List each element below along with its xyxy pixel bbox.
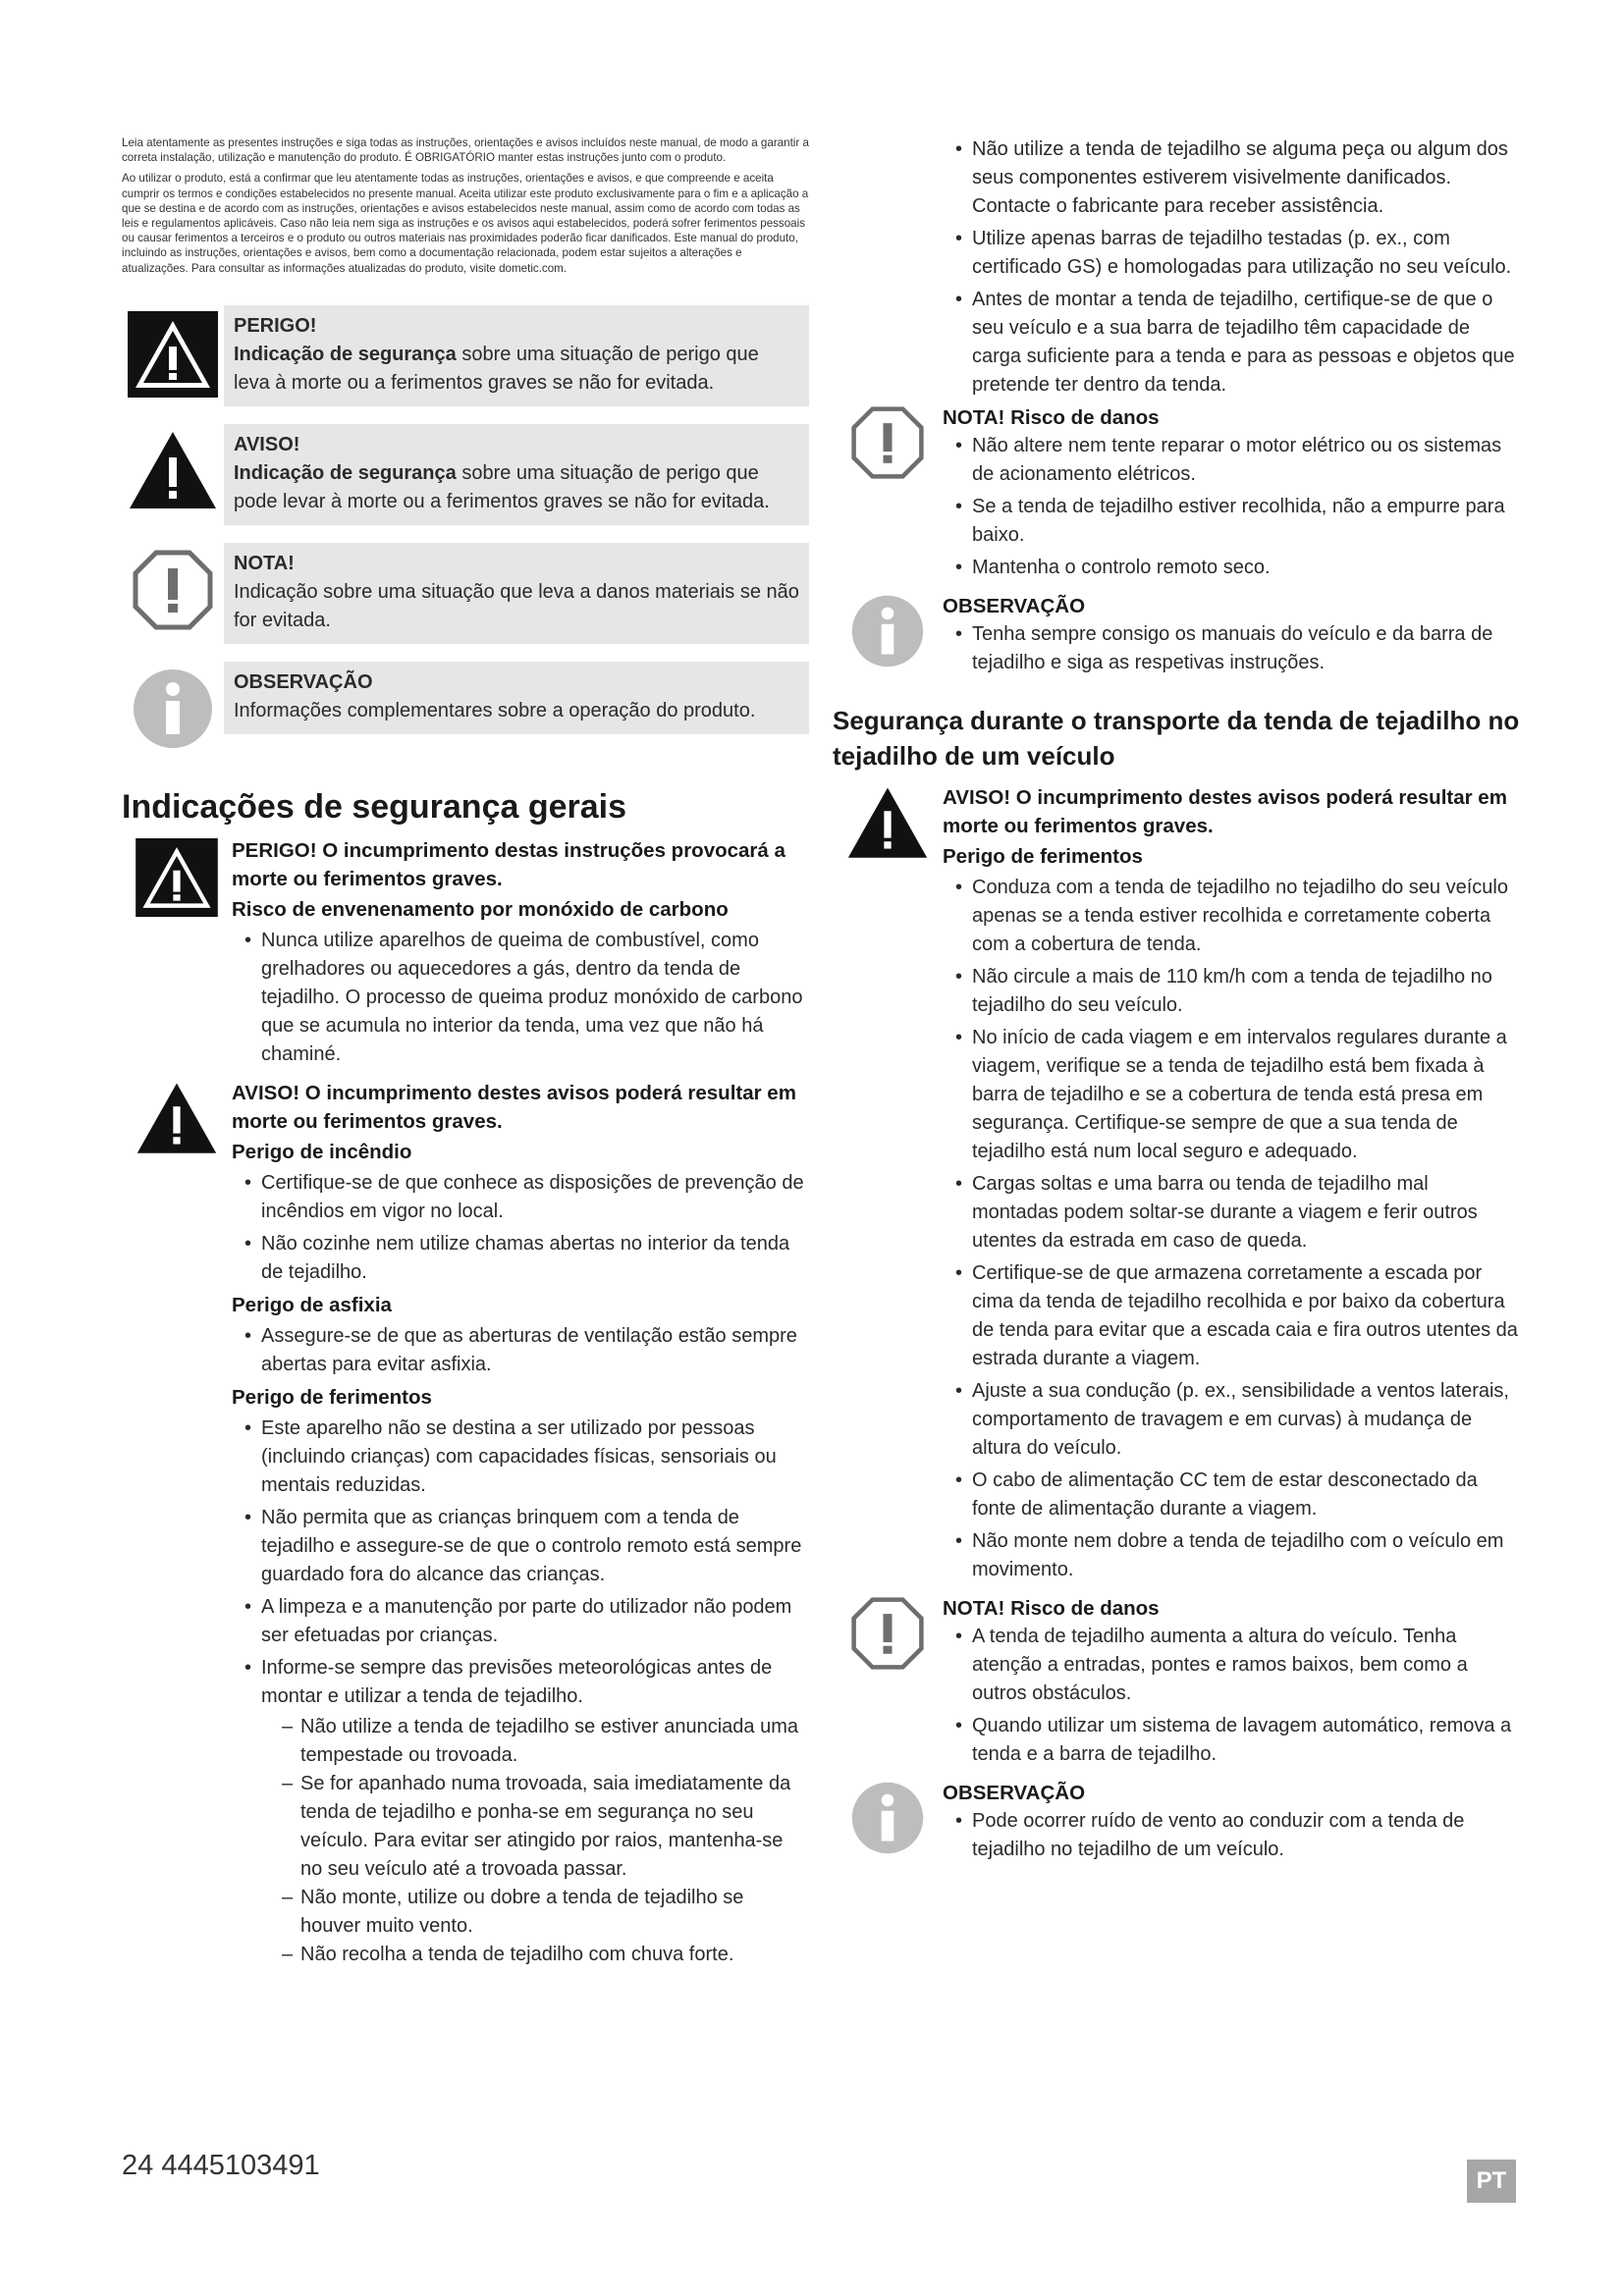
weather-sublist	[261, 1713, 809, 1969]
general-safety-heading: Indicações de segurança gerais	[122, 787, 627, 826]
transport-warning-list	[943, 874, 1520, 1584]
transport-safety-heading: Segurança durante o transporte da tenda de tejadilho no tejadilho de um veículo	[833, 706, 1520, 771]
list-item: • Ajuste a sua condução (p. ex., sensibilidade a ventos laterais, comportamento de travagem e em curvas) à mudança de altura do veículo.	[943, 1377, 1520, 1463]
list-item: • Não monte nem dobre a tenda de tejadilho com o veículo em movimento.	[943, 1527, 1520, 1584]
list-item: • Certifique-se de que armazena corretamente a escada por cima da tenda de tejadilho recolhida e por baixo da cobertura de tenda para evitar que a escada caia e fira outros utentes da estrada durante a viagem.	[943, 1259, 1520, 1373]
general-warning-continued-list	[943, 135, 1520, 400]
general-warning-head: AVISO! O incumprimento destes avisos poderá resultar em morte ou ferimentos graves.	[232, 1081, 796, 1133]
asphyxia-hazard-title: Perigo de asfixia	[232, 1293, 392, 1316]
list-item: • Tenha sempre consigo os manuais do veículo e da barra de tejadilho e siga as respetivas instruções.	[943, 620, 1520, 677]
transport-warning-block	[833, 783, 1520, 1588]
legend-warning-text: Indicação de segurança sobre uma situação de perigo que pode levar à morte ou a ferimentos graves se não for evitada.	[234, 461, 770, 512]
fire-hazard-list	[232, 1169, 809, 1287]
legend-danger-box	[224, 305, 809, 406]
legend-notice	[122, 543, 809, 644]
transport-info-block	[833, 1779, 1520, 1868]
general-info-head: OBSERVAÇÃO	[943, 595, 1086, 617]
right-column	[833, 135, 1520, 1874]
notice-octagon-icon	[833, 403, 943, 480]
injury-hazard-list	[232, 1415, 809, 1969]
general-warning-block	[122, 1079, 809, 1973]
notice-octagon-icon	[833, 1594, 943, 1671]
general-notice-head: NOTA! Risco de danos	[943, 406, 1160, 429]
transport-info-head: OBSERVAÇÃO	[943, 1782, 1086, 1804]
language-badge: PT	[1467, 2160, 1516, 2203]
list-item: • Nunca utilize aparelhos de queima de combustível, como grelhadores ou aquecedores a gás, dentro da tenda de tejadilho. O processo de queima produz monóxido de carbono que se acumula no interior da tenda, uma vez que não há chaminé.	[232, 927, 809, 1069]
injury-hazard-title: Perigo de ferimentos	[232, 1385, 432, 1409]
sublist-item: – Não monte, utilize ou dobre a tenda de tejadilho se houver muito vento.	[261, 1884, 809, 1941]
sublist-item: – Não utilize a tenda de tejadilho se estiver anunciada uma tempestade ou trovoada.	[261, 1713, 809, 1770]
list-item: • No início de cada viagem e em intervalos regulares durante a viagem, verifique se a tenda de tejadilho está bem fixada à barra de tejadilho e se a cobertura de tenda está presa em segurança. Certifique-se sempre de que a sua tenda de tejadilho está num local seguro e adequado.	[943, 1024, 1520, 1166]
general-notice-list	[943, 432, 1520, 582]
general-danger-head: PERIGO! O incumprimento destas instruções provocará a morte ou ferimentos graves.	[232, 838, 785, 890]
list-item: • Quando utilizar um sistema de lavagem automático, remova a tenda e a barra de tejadilho.	[943, 1712, 1520, 1769]
transport-warning-head: AVISO! O incumprimento destes avisos poderá resultar em morte ou ferimentos graves.	[943, 786, 1507, 837]
list-item: • Não cozinhe nem utilize chamas abertas no interior da tenda de tejadilho.	[232, 1230, 809, 1287]
transport-notice-list	[943, 1623, 1520, 1769]
legend-info-title: OBSERVAÇÃO	[234, 670, 373, 693]
general-notice-block	[833, 403, 1520, 586]
warning-triangle-icon	[122, 1079, 232, 1157]
general-danger-block	[122, 836, 809, 1073]
legend-info	[122, 662, 809, 750]
intro-paragraph-1: Leia atentamente as presentes instruções e siga todas as instruções, orientações e avisos incluídos neste manual, de modo a garantir a correta instalação, utilização e manutenção do produto. É OBRIGATÓRIO manter estas instruções junto com o produto.	[122, 136, 809, 165]
legend-info-box	[224, 662, 809, 734]
sublist-item: – Se for apanhado numa trovoada, saia imediatamente da tenda de tejadilho e ponha-se em segurança no seu veículo. Para evitar ser atingido por raios, mantenha-se no seu veículo até a trovoada passar.	[261, 1770, 809, 1884]
list-item: • Assegure-se de que as aberturas de ventilação estão sempre abertas para evitar asfixia.	[232, 1322, 809, 1379]
list-item: • Este aparelho não se destina a ser utilizado por pessoas (incluindo crianças) com capacidades físicas, sensoriais ou mentais reduzidas.	[232, 1415, 809, 1500]
danger-triangle-icon	[122, 836, 232, 917]
legend-notice-title: NOTA!	[234, 552, 295, 574]
legend-notice-text: Indicação sobre uma situação que leva a danos materiais se não for evitada.	[234, 580, 799, 631]
transport-notice-block	[833, 1594, 1520, 1773]
transport-info-list	[943, 1807, 1520, 1864]
info-circle-icon	[833, 592, 943, 668]
legend-danger-title: PERIGO!	[234, 314, 317, 337]
asphyxia-hazard-list	[232, 1322, 809, 1379]
list-item: • Se a tenda de tejadilho estiver recolhida, não a empurre para baixo.	[943, 493, 1520, 550]
list-item: • Conduza com a tenda de tejadilho no tejadilho do seu veículo apenas se a tenda estiver recolhida e corretamente coberta com a cobertura de tenda.	[943, 874, 1520, 959]
list-item: • Utilize apenas barras de tejadilho testadas (p. ex., com certificado GS) e homologadas para utilização no seu veículo.	[943, 225, 1520, 282]
left-column	[122, 135, 809, 1979]
list-item: • Certifique-se de que conhece as disposições de prevenção de incêndios em vigor no local.	[232, 1169, 809, 1226]
info-circle-icon	[122, 662, 224, 750]
list-item: • A tenda de tejadilho aumenta a altura do veículo. Tenha atenção a entradas, pontes e ramos baixos, bem como a outros obstáculos.	[943, 1623, 1520, 1708]
general-info-block	[833, 592, 1520, 681]
list-item: • A limpeza e a manutenção por parte do utilizador não podem ser efetuadas por crianças.	[232, 1593, 809, 1650]
list-item: • Informe-se sempre das previsões meteorológicas antes de montar e utilizar a tenda de tejadilho. – Não utilize a tenda de tejadilho se estiver anunciada uma tempestade ou trovoada. – Se for apanhado numa trovoada, saia imediatamente da tenda de tejadilho e ponha-se em segurança no seu veículo. Para evitar ser atingido por raios, mantenha-se no seu veículo até a trovoada passar. – Não monte, utilize ou dobre a tenda de tejadilho se houver muito vento. – Não recolha a tenda de tejadilho com chuva forte.	[232, 1654, 809, 1969]
list-item: • O cabo de alimentação CC tem de estar desconectado da fonte de alimentação durante a viagem.	[943, 1467, 1520, 1523]
general-danger-list	[232, 927, 809, 1069]
info-circle-icon	[833, 1779, 943, 1855]
list-item: • Não permita que as crianças brinquem com a tenda de tejadilho e assegure-se de que o controlo remoto está sempre guardado fora do alcance das crianças.	[232, 1504, 809, 1589]
legend-warning	[122, 424, 809, 525]
legend-notice-box	[224, 543, 809, 644]
fire-hazard-title: Perigo de incêndio	[232, 1140, 412, 1163]
list-item: • Não altere nem tente reparar o motor elétrico ou os sistemas de acionamento elétricos.	[943, 432, 1520, 489]
legend-info-text: Informações complementares sobre a operação do produto.	[234, 699, 756, 721]
list-item: • Cargas soltas e uma barra ou tenda de tejadilho mal montadas podem soltar-se durante a viagem e ferir outros utentes da estrada em caso de queda.	[943, 1170, 1520, 1255]
list-item: • Antes de montar a tenda de tejadilho, certifique-se de que o seu veículo e a sua barra de tejadilho têm capacidade de carga suficiente para a tenda e para as pessoas e objetos que pretende ter dentro da tenda.	[943, 286, 1520, 400]
warning-triangle-icon	[122, 424, 224, 512]
general-warning-continued	[833, 135, 1520, 400]
page-reference: 24 4445103491	[122, 2150, 320, 2181]
warning-triangle-icon	[833, 783, 943, 862]
transport-notice-head: NOTA! Risco de danos	[943, 1597, 1160, 1620]
list-item: • Não circule a mais de 110 km/h com a tenda de tejadilho no tejadilho do seu veículo.	[943, 963, 1520, 1020]
notice-octagon-icon	[122, 543, 224, 631]
general-danger-sub: Risco de envenenamento por monóxido de carbono	[232, 897, 729, 921]
legend-danger-text: Indicação de segurança sobre uma situação de perigo que leva à morte ou a ferimentos graves se não for evitada.	[234, 343, 759, 394]
legend-warning-box	[224, 424, 809, 525]
transport-injury-title: Perigo de ferimentos	[943, 845, 1143, 868]
list-item: • Pode ocorrer ruído de vento ao conduzir com a tenda de tejadilho no tejadilho de um veículo.	[943, 1807, 1520, 1864]
danger-triangle-icon	[122, 305, 224, 398]
sublist-item: – Não recolha a tenda de tejadilho com chuva forte.	[261, 1941, 809, 1969]
legend-danger	[122, 305, 809, 406]
legend-warning-title: AVISO!	[234, 433, 300, 455]
intro-paragraph-2: Ao utilizar o produto, está a confirmar que leu atentamente todas as instruções, orientações e avisos, e que compreende e aceita cumprir os termos e condições estabelecidos no presente manual. Aceita utilizar este produto exclusivamente para o fim e a aplicação a que se destina e de acordo com as instruções, orientações e avisos estabelecidos neste manual, assim como de acordo com todas as leis e regulamentos aplicáveis. Caso não leia nem siga as instruções e os avisos aqui estabelecidos, poderá sofrer ferimentos pessoais ou causar ferimentos a terceiros e o produto ou outros materiais nas proximidades poderão ficar danificados. Este manual do produto, incluindo as instruções, orientações e avisos, bem como a documentação relacionada, podem estar sujeitos a alterações e atualizações. Para consultar as informações atualizadas do produto, visite dometic.com.	[122, 172, 809, 275]
list-item: • Mantenha o controlo remoto seco.	[943, 554, 1520, 582]
list-item: • Não utilize a tenda de tejadilho se alguma peça ou algum dos seus componentes estiverem visivelmente danificados. Contacte o fabricante para receber assistência.	[943, 135, 1520, 221]
general-info-list	[943, 620, 1520, 677]
